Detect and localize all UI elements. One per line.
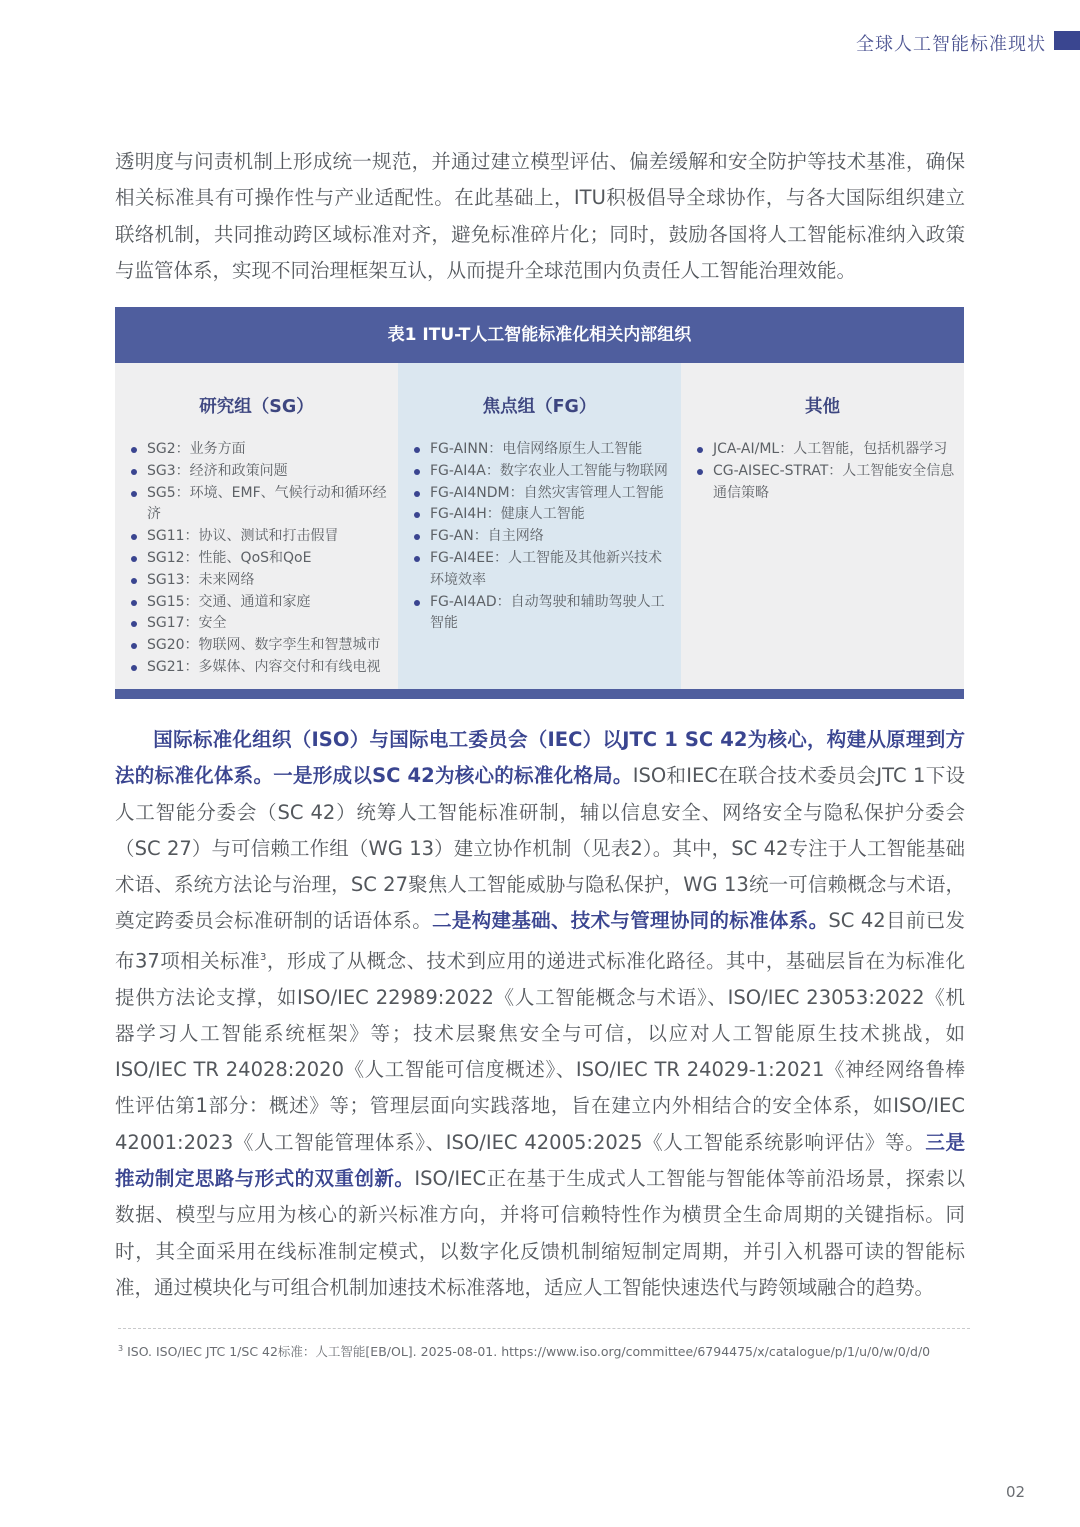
itu-t-organization-table: [115, 307, 964, 699]
table-title: 表1 ITU-T人工智能标准化相关内部组织: [115, 307, 964, 363]
column-list: [681, 439, 964, 504]
footnote: [118, 1342, 930, 1360]
body-text: ，形成了从概念、技术到应用的递进式标准化路径。其中，基础层旨在为标准化提供方法论支撑，如ISO/IEC 22989:2022《人工智能概念与术语》、ISO/IEC 23053:2022《机器学习人工智能系统框架》等；技术层聚焦安全与可信，以应对人工智能原生技术挑战，如ISO/IEC TR 24028:2020《人工智能可信度概述》、ISO/IEC TR 24029-1:2021《神经网络鲁棒性评估第1部分：概述》等；管理层面向实践落地，旨在建立内外相结合的安全体系，如ISO/IEC 42001:2023《人工智能管理体系》、ISO/IEC 42005:2025《人工智能系统影响评估》等。: [115, 949, 965, 1154]
list-item: SG21：多媒体、内容交付和有线电视: [129, 657, 390, 679]
footnote-divider: [118, 1328, 970, 1329]
list-item: FG-AI4EE：人工智能及其他新兴技术环境效率: [412, 548, 673, 592]
header-accent-bar: [1054, 31, 1080, 50]
table-column-other: [681, 363, 964, 689]
list-item: FG-AI4H：健康人工智能: [412, 504, 673, 526]
list-item: SG15：交通、通道和家庭: [129, 592, 390, 614]
column-header: 研究组（SG）: [199, 397, 314, 417]
running-header-title: 全球人工智能标准现状: [856, 34, 1046, 55]
list-item: FG-AI4A：数字农业人工智能与物联网: [412, 461, 673, 483]
body-text: SC 42目前已发布37项相关标准: [115, 909, 965, 973]
main-paragraph: [115, 722, 965, 1306]
list-item: SG13：未来网络: [129, 570, 390, 592]
list-item: FG-AN：自主网络: [412, 526, 673, 548]
column-header: 其他: [805, 397, 840, 417]
body-text: ISO/IEC正在基于生成式人工智能与智能体等前沿场景，探索以数据、模型与应用为核心的新兴标准方向，并将可信赖特性作为横贯全生命周期的关键指标。同时，其全面采用在线标准制定模式，以数字化反馈机制缩短制定周期，并引入机器可读的智能标准，通过模块化与可组合机制加速技术标准落地，适应人工智能快速迭代与跨领域融合的趋势。: [115, 1167, 965, 1299]
list-item: FG-AI4AD：自动驾驶和辅助驾驶人工智能: [412, 592, 673, 636]
list-item: SG20：物联网、数字孪生和智慧城市: [129, 635, 390, 657]
table-footer-bar: [115, 689, 964, 699]
highlight-text: 二是构建基础、技术与管理协同的标准体系。: [432, 909, 829, 933]
body-text: ISO和IEC在联合技术委员会JTC 1下设人工智能分委会（SC 42）统筹人工智能标准研制，辅以信息安全、网络安全与隐私保护分委会（SC 27）与可信赖工作组（WG 13）建立协作机制（见表2）。其中，SC 42专注于人工智能基础术语、系统方法论与治理，SC 27聚焦人工智能威胁与隐私保护，WG 13统一可信赖概念与术语，奠定跨委员会标准研制的话语体系。: [115, 764, 966, 933]
list-item: SG3：经济和政策问题: [129, 461, 390, 483]
footnote-reference[interactable]: 3: [260, 951, 267, 963]
page-number: 02: [1006, 1483, 1026, 1501]
column-header: 焦点组（FG）: [482, 397, 597, 417]
table-column-sg: [115, 363, 398, 689]
list-item: SG5：环境、EMF、气候行动和循环经济: [129, 483, 390, 527]
column-list: [115, 439, 398, 679]
footnote-marker: 3: [118, 1343, 124, 1353]
highlight-text: 三是推动制定思路与形式的双重创新。: [115, 1130, 965, 1191]
list-item: CG-AISEC-STRAT：人工智能安全信息通信策略: [695, 461, 956, 505]
footnote-text: ISO. ISO/IEC JTC 1/SC 42标准：人工智能[EB/OL]. 2025-08-01. https://www.iso.org/committee/6794475/x/catalogue/p/1/u/0/w/0/d/0: [123, 1344, 931, 1359]
list-item: FG-AI4NDM：自然灾害管理人工智能: [412, 483, 673, 505]
highlight-text: 国际标准化组织（ISO）与国际电工委员会（IEC）以JTC 1 SC 42为核心，构建从原理到方法的标准化体系。一是形成以SC 42为核心的标准化格局。: [115, 728, 965, 788]
column-list: [398, 439, 681, 635]
list-item: SG2：业务方面: [129, 439, 390, 461]
list-item: SG17：安全: [129, 613, 390, 635]
list-item: SG11：协议、测试和打击假冒: [129, 526, 390, 548]
table-column-fg: [398, 363, 681, 689]
intro-paragraph: 透明度与问责机制上形成统一规范，并通过建立模型评估、偏差缓解和安全防护等技术基准，确保相关标准具有可操作性与产业适配性。在此基础上，ITU积极倡导全球协作，与各大国际组织建立联络机制，共同推动跨区域标准对齐，避免标准碎片化；同时，鼓励各国将人工智能标准纳入政策与监管体系，实现不同治理框架互认，从而提升全球范围内负责任人工智能治理效能。: [115, 150, 965, 282]
list-item: JCA-AI/ML：人工智能，包括机器学习: [695, 439, 956, 461]
list-item: SG12：性能、QoS和QoE: [129, 548, 390, 570]
list-item: FG-AINN：电信网络原生人工智能: [412, 439, 673, 461]
